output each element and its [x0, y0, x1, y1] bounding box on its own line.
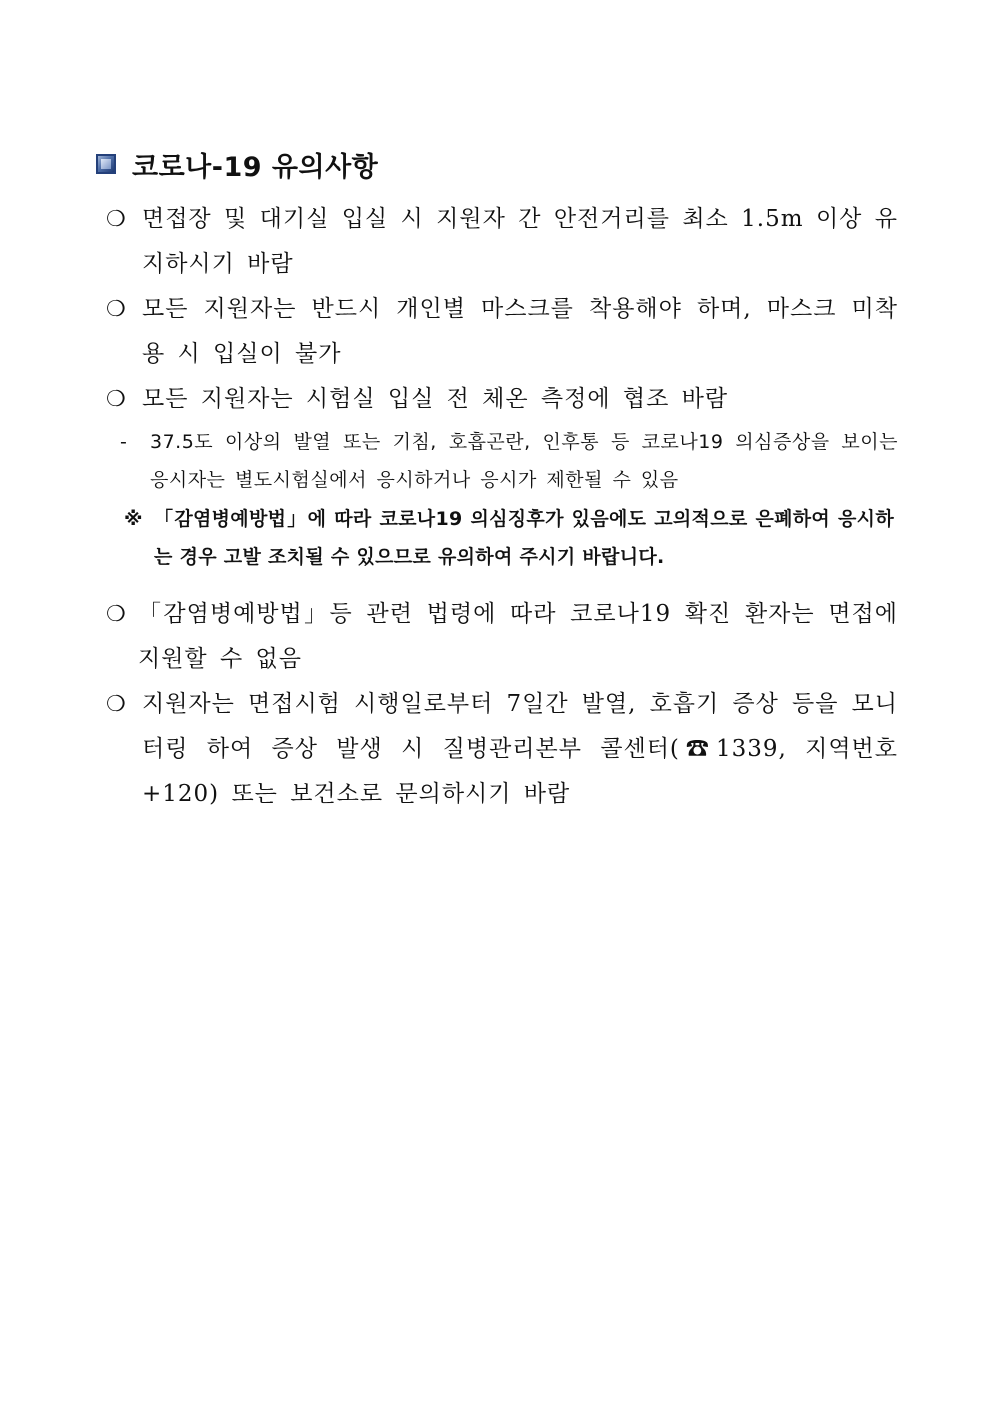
circle-bullet-icon: ❍ — [106, 602, 126, 627]
circle-bullet-icon: ❍ — [106, 387, 126, 412]
list-item-text: 모든 지원자는 반드시 개인별 마스크를 착용해야 하며, 마스크 미착용 시 입실이 불가 — [142, 296, 898, 367]
dash-bullet: - — [120, 431, 127, 453]
list-item — [106, 682, 898, 817]
circle-bullet-icon: ❍ — [106, 207, 126, 232]
list-item-text: 모든 지원자는 시험실 입실 전 체온 측정에 협조 바람 — [142, 386, 729, 412]
section-header — [96, 144, 378, 184]
square-bullet-icon — [96, 154, 116, 174]
circle-bullet-icon: ❍ — [106, 692, 126, 717]
reference-mark-icon: ※ — [124, 508, 143, 530]
list-item — [106, 197, 898, 287]
sub-list-item-text: 37.5도 이상의 발열 또는 기침, 호흡곤란, 인후통 등 코로나19 의심증상을 보이는 응시자는 별도시험실에서 응시하거나 응시가 제한될 수 있음 — [150, 431, 898, 491]
list-item-text: 「감염병예방법」등 관련 법령에 따라 코로나19 확진 환자는 면접에 지원할 수 없음 — [138, 601, 898, 672]
warning-note — [124, 500, 894, 576]
list-item-text: 지원자는 면접시험 시행일로부터 7일간 발열, 호흡기 증상 등을 모니터링 하여 증상 발생 시 질병관리본부 콜센터(☎1339, 지역번호+120) 또는 보건소로 문의하시기 바람 — [142, 691, 898, 807]
list-item-text: 면접장 및 대기실 입실 시 지원자 간 안전거리를 최소 1.5m 이상 유지하시기 바람 — [142, 206, 898, 277]
list-item — [106, 592, 898, 682]
list-item — [106, 287, 898, 377]
section-title: 코로나-19 유의사항 — [132, 151, 379, 183]
sub-list-item — [120, 423, 898, 499]
circle-bullet-icon: ❍ — [106, 297, 126, 322]
warning-note-text: 「감염병예방법」에 따라 코로나19 의심징후가 있음에도 고의적으로 은폐하여 응시하는 경우 고발 조치될 수 있으므로 유의하여 주시기 바랍니다. — [154, 508, 894, 568]
list-item — [106, 377, 898, 422]
